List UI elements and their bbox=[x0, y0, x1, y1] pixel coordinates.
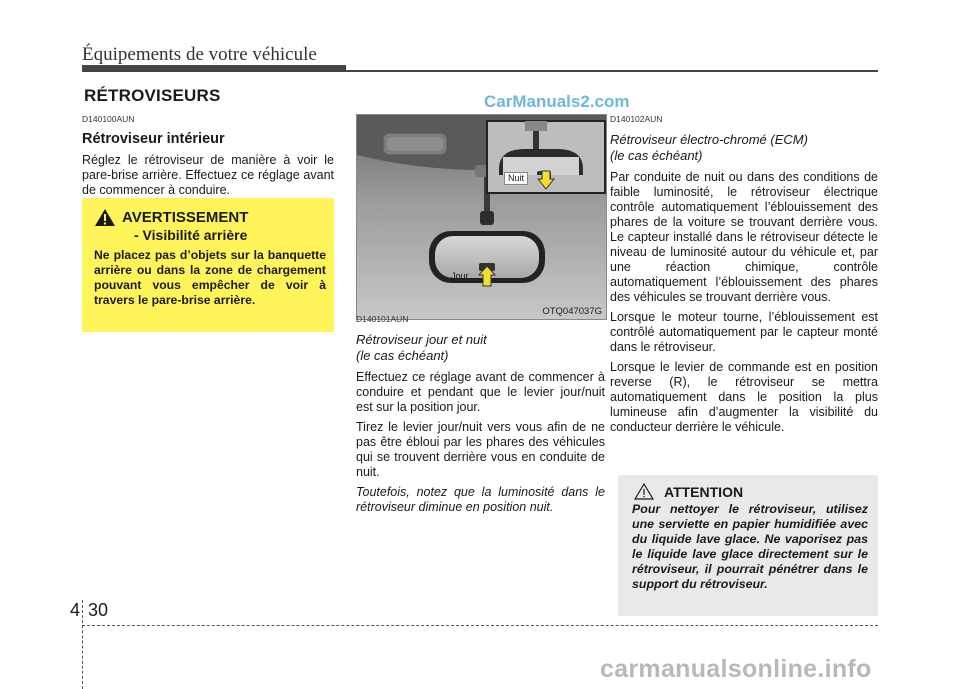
column-interior-mirror bbox=[82, 112, 334, 203]
header-rule bbox=[82, 70, 878, 72]
figure-code: OTQ047037G bbox=[542, 306, 602, 317]
attention-body: Pour nettoyer le rétroviseur, utilisez une serviette en papier humidifiée avec du liquide lave glace. Ne vaporisez pas le liquide lave glace directement sur le rétroviseur, il pourrait pénétrer dans le support du rétroviseur. bbox=[632, 502, 868, 591]
section-title: RÉTROVISEURS bbox=[84, 86, 221, 105]
mirror-illustration bbox=[357, 115, 607, 320]
arrow-up-icon bbox=[478, 265, 496, 287]
attention-box bbox=[618, 475, 878, 616]
attention-title: ATTENTION bbox=[664, 483, 744, 500]
paragraph: Effectuez ce réglage avant de commencer à conduire et pendant que le levier jour/nuit est sur la position jour. bbox=[356, 370, 605, 414]
paragraph: Réglez le rétroviseur de manière à voir le pare-brise arrière. Effectuez ce réglage avant de commencer à conduire. bbox=[82, 153, 334, 197]
subheading: Rétroviseur électro-chromé (ECM) (le cas échéant) bbox=[610, 132, 808, 163]
section-code: D140100AUN bbox=[82, 114, 135, 124]
watermark-footer: carmanualsonline.info bbox=[600, 655, 872, 683]
label-nuit: Nuit bbox=[504, 172, 528, 185]
paragraph-note: Toutefois, notez que la luminosité dans le rétroviseur diminue en position nuit. bbox=[356, 485, 605, 514]
paragraph: Lorsque le levier de commande est en position reverse (R), le rétroviseur se mettra automatiquement dans le position la plus lumineuse afin d’augmenter la visibilité du conducteur derrière le véhicule. bbox=[610, 360, 878, 434]
warning-title: AVERTISSEMENT bbox=[122, 209, 249, 226]
subheading: Rétroviseur intérieur bbox=[82, 131, 225, 147]
page-number bbox=[70, 600, 108, 621]
label-jour: Jour bbox=[451, 271, 469, 281]
section-code: D140102AUN bbox=[610, 114, 663, 124]
paragraph: Tirez le levier jour/nuit vers vous afin de ne pas être ébloui par les phares des véhicules qui se trouvent derrière vous en conduite de nuit. bbox=[356, 420, 605, 479]
warning-body: Ne placez pas d’objets sur la banquette arrière ou dans la zone de chargement pouvant vous empêcher de voir à travers le pare-brise arrière. bbox=[94, 248, 326, 307]
mirror-figure bbox=[356, 114, 607, 320]
arrow-down-icon bbox=[537, 170, 555, 190]
warning-box bbox=[82, 198, 334, 332]
warning-triangle-icon bbox=[94, 208, 116, 227]
page-number-value: 30 bbox=[88, 600, 109, 620]
warning-subtitle: - Visibilité arrière bbox=[134, 227, 248, 243]
caution-triangle-icon bbox=[634, 483, 654, 500]
paragraph: Par conduite de nuit ou dans des conditions de faible luminosité, le rétroviseur électrique contrôle automatiquement l’éblouissement des phares de la voiture se trouvant derrière vous. Le capteur installé dans le rétroviseur détecte le niveau de luminosité autour du véhicule et, par une réaction chimique, contrôle automatiquement l’éblouissement des phares des véhicules se trouvant derrière vous. bbox=[610, 170, 878, 304]
footer-rule bbox=[82, 625, 878, 626]
section-code: D140101AUN bbox=[356, 314, 409, 324]
subheading: Rétroviseur jour et nuit (le cas échéant) bbox=[356, 332, 487, 363]
warning-header bbox=[94, 208, 326, 227]
paragraph: Lorsque le moteur tourne, l’éblouissement est contrôlé automatiquement par le capteur monté dans le rétroviseur. bbox=[610, 310, 878, 354]
watermark-top: CarManuals2.com bbox=[484, 92, 630, 111]
column-ecm-mirror bbox=[610, 112, 878, 440]
attention-header bbox=[634, 483, 868, 500]
page-header-title: Équipements de votre véhicule bbox=[82, 44, 317, 65]
chapter-number: 4 bbox=[70, 600, 81, 620]
column-day-night-mirror bbox=[356, 312, 605, 515]
